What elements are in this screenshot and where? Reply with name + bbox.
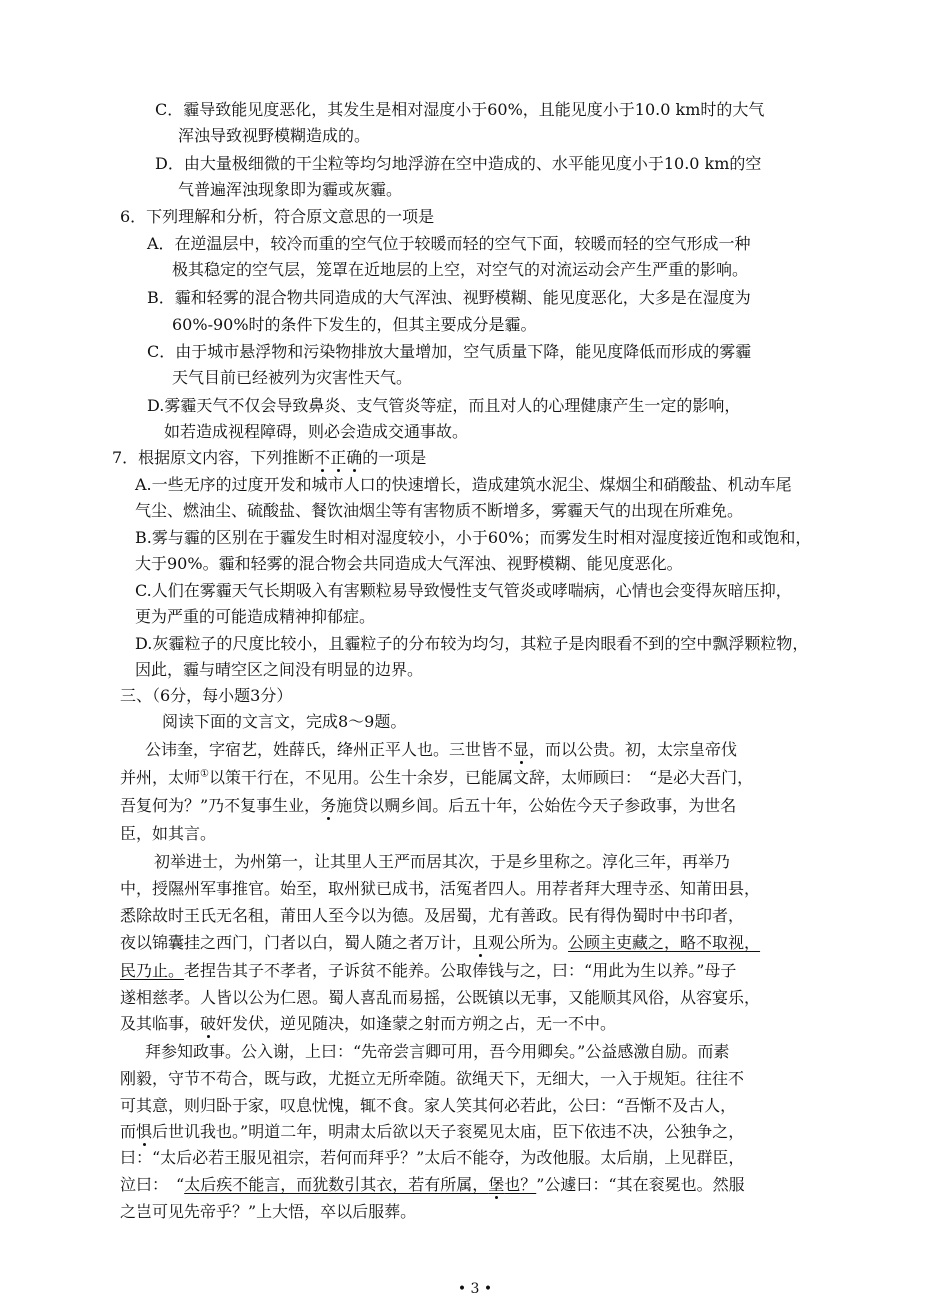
q5-option-c-line2: 浑浊导致视野模糊造成的。 — [178, 126, 371, 145]
underlined-sentence: 民乃止。 — [120, 961, 185, 980]
q7-stem-start: 7．根据原文内容，下列推断 — [112, 448, 315, 467]
passage-p1-line4: 臣，如其言。 — [120, 824, 217, 843]
passage-text: 老捏告其子不孝者，子诉贫不能养。公取俸钱与之，曰：“用此为生以养。”母子 — [184, 961, 737, 980]
passage-p2-line4 — [120, 933, 760, 953]
passage-text: 夜以锦囊挂之西门，门者以白，蜀人随之者万计， — [120, 933, 473, 952]
passage-p2-line2: 中，授隰州军事推官。始至，取州狱已成书，活冤者四人。用荐者拜大理寺丞、知莆田县， — [120, 879, 761, 898]
passage-p1-line2 — [120, 768, 753, 788]
passage-text: ，而以公贵。初，太宗皇帝伐 — [529, 740, 738, 759]
q7-option-b-line2: 大于90%。霾和轻雾的混合物会共同造成大气浑浊、视野模糊、能见度恶化。 — [135, 554, 683, 573]
passage-text: 而 — [120, 1122, 137, 1141]
q5-option-d-line1: D．由大量极细微的干尘粒等均匀地浮游在空中造成的、水平能见度小于10.0 km的空 — [155, 154, 762, 173]
q6-option-b-line2: 60%-90%时的条件下发生的，但其主要成分是霾。 — [172, 315, 537, 334]
q7-option-a-line1: A.一些无序的过度开发和城市人口的快速增长，造成建筑水泥尘、煤烟尘和硝酸盐、机动车尾 — [135, 475, 792, 494]
q7-stem — [112, 448, 426, 468]
passage-p1-line3 — [120, 796, 736, 816]
passage-p2-line1: 初举进士，为州第一，让其里人王严而居其次，于是乡里称之。淳化三年，再举乃 — [154, 852, 731, 871]
q7-option-c-line2: 更为严重的可能造成精神抑郁症。 — [135, 607, 376, 626]
passage-p2-line6: 遂相慈孝。人皆以公为仁恩。蜀人喜乱而易摇，公既镇以无事，又能顺其风俗，从容宴乐， — [120, 988, 761, 1007]
q5-option-d-line2: 气普遍浑浊现象即为霾或灰霾。 — [178, 180, 403, 199]
passage-p2-line5 — [120, 961, 736, 981]
section-heading: 三、（6分，每小题3分） — [120, 686, 293, 705]
emphasis-char: 务 — [320, 796, 337, 815]
passage-p3-line3: 可其意，则归卧于家，叹息忧愧，辄不食。家人笑其何必若此，公曰：“吾惭不及古人， — [120, 1096, 737, 1115]
passage-text: 奸发伏，逆见随决，如逢蒙之射而方朔之占，无一不中。 — [216, 1014, 617, 1033]
q6-stem: 6．下列理解和分析，符合原文意思的一项是 — [120, 207, 435, 226]
underlined-text: 太后疾不能言，而犹数引其衣，若有所属， — [184, 1175, 489, 1194]
emphasis-char: 破 — [200, 1014, 217, 1033]
q6-option-b-line1: B．霾和轻雾的混合物共同造成的大气浑浊、视野模糊、能见度恶化，大多是在湿度为 — [147, 288, 751, 307]
underlined-text: 也？ — [504, 1175, 537, 1194]
passage-text: 以策干行在，不见用。公生十余岁，已能属文辞，太师顾曰： “是必大吾门， — [208, 768, 754, 787]
q6-option-c-line2: 天气目前已经被列为灾害性天气。 — [172, 368, 413, 387]
q7-option-a-line2: 气尘、燃油尘、硫酸盐、餐饮油烟尘等有害物质不断增多，雾霾天气的出现在所难免。 — [135, 501, 744, 520]
underlined-sentence: 公顾主吏藏之，略不取视， — [568, 933, 761, 952]
passage-p3-line2: 刚毅，守节不苟合，既与政，尤挺立无所牵随。欲绳天下，无细大，一入于规矩。往往不 — [120, 1069, 745, 1088]
passage-p2-line7 — [120, 1014, 616, 1034]
passage-text: 公讳奎，字宿艺，姓薛氏，绛州正平人也。三世皆不 — [145, 740, 514, 759]
passage-text: 并州，太师 — [120, 768, 201, 787]
passage-p3-line5: 曰：“太后必若王服见祖宗，若何而拜乎？”太后不能夺，为改他服。太后崩，上见群臣， — [120, 1148, 745, 1167]
q7-option-c-line1: C.人们在雾霾天气长期吸入有害颗粒易导致慢性支气管炎或哮喘病，心情也会变得灰暗压抑， — [135, 581, 792, 600]
passage-text: 及其临事， — [120, 1014, 201, 1033]
q7-stem-emphasis-3: 确 — [346, 448, 363, 467]
q7-stem-end: 的一项是 — [362, 448, 427, 467]
q6-option-d-line2: 如若造成视程障碍，则必会造成交通事故。 — [164, 422, 469, 441]
passage-p3-line1: 拜参知政事。公入谢，上曰：“先帝尝言卿可用，吾今用卿矣。”公益感激自励。而素 — [145, 1042, 730, 1061]
q7-stem-emphasis-1: 不 — [314, 448, 331, 467]
q7-stem-emphasis-2: 正 — [330, 448, 347, 467]
underlined-sentence — [184, 1175, 536, 1194]
passage-p3-line6 — [120, 1175, 745, 1195]
passage-p1-line1 — [145, 740, 737, 760]
section-intro: 阅读下面的文言文，完成8～9题。 — [162, 712, 407, 731]
emphasis-char: 显 — [513, 740, 530, 759]
q6-option-d-line1: D.雾霾天气不仅会导致鼻炎、支气管炎等症，而且对人的心理健康产生一定的影响， — [147, 396, 741, 415]
passage-p3-line7: 之岂可见先帝乎？”上大悟，卒以后服葬。 — [120, 1202, 417, 1221]
q6-option-a-line1: A．在逆温层中，较冷而重的空气位于较暖而轻的空气下面，较暖而轻的空气形成一种 — [147, 234, 751, 253]
emphasis-char: 堡 — [488, 1175, 505, 1194]
q7-option-d-line2: 因此，霾与晴空区之间没有明显的边界。 — [135, 660, 424, 679]
passage-text: ”公遽曰：“其在衮冕也。然服 — [536, 1175, 745, 1194]
q6-option-a-line2: 极其稳定的空气层，笼罩在近地层的上空，对空气的对流运动会产生严重的影响。 — [172, 260, 749, 279]
passage-text: 泣曰： “ — [120, 1175, 185, 1194]
passage-p3-line4 — [120, 1122, 744, 1142]
passage-text: 施贷以赒乡闾。后五十年，公始佐今天子参政事，为世名 — [336, 796, 737, 815]
q7-option-d-line1: D.灰霾粒子的尺度比较小，且霾粒子的分布较为均匀，其粒子是肉眼看不到的空中飘浮颗粒物， — [135, 634, 809, 653]
page-number: • 3 • — [457, 1281, 493, 1297]
q5-option-c-line1: C．霾导致能见度恶化，其发生是相对湿度小于60%，且能见度小于10.0 km时的大气 — [155, 100, 765, 119]
passage-text: 观公所为。 — [488, 933, 569, 952]
passage-p2-line3: 悉除故时王氏无名租，莆田人至今以为德。及居蜀，尤有善政。民有得伪蜀时中书印者， — [120, 906, 745, 925]
emphasis-char: 惧 — [136, 1122, 153, 1141]
q7-option-b-line1: B.雾与霾的区别在于霾发生时相对湿度较小，小于60%；而雾发生时相对湿度接近饱和或饱和， — [135, 528, 812, 547]
footnote-marker: ① — [200, 768, 209, 780]
passage-text: 吾复何为？”乃不复事生业， — [120, 796, 321, 815]
q6-option-c-line1: C．由于城市悬浮物和污染物排放大量增加，空气质量下降，能见度降低而形成的雾霾 — [147, 342, 752, 361]
emphasis-char: 且 — [472, 933, 489, 952]
passage-text: 后世讥我也。”明道二年，明肃太后欲以天子衮冕见太庙，臣下依违不决，公独争之， — [152, 1122, 745, 1141]
